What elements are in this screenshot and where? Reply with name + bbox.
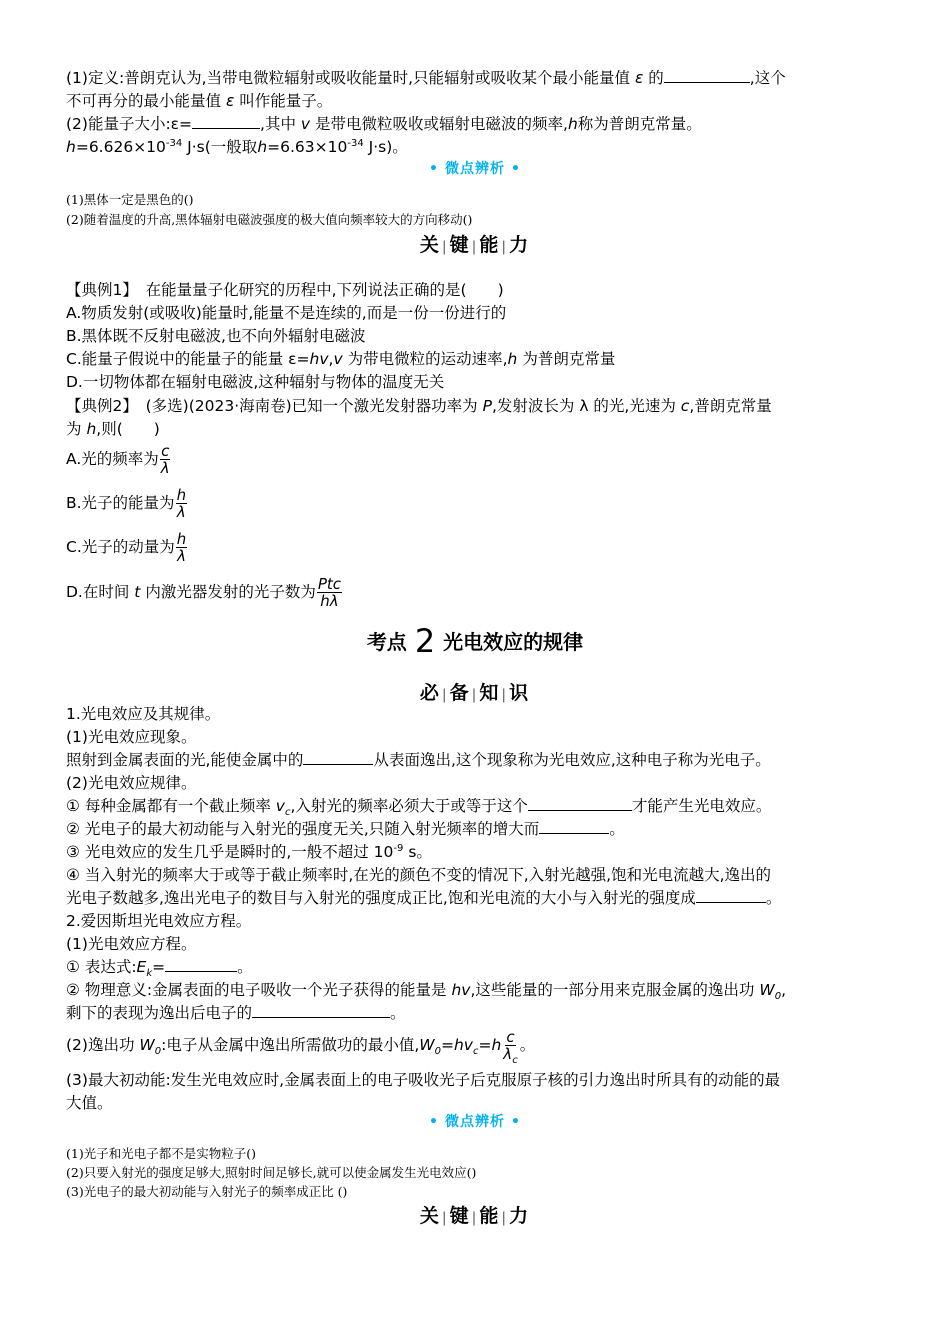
knowledge-line: 大值。 — [66, 1094, 113, 1112]
example-2-stem-2: 为 h,则( ) — [66, 420, 160, 438]
knowledge-line: ② 物理意义:金属表面的电子吸收一个光子获得的能量是 hv,这些能量的一部分用来克服金属的逸出功 $W_0$, — [66, 981, 786, 1003]
answer-blank[interactable] — [664, 68, 750, 83]
knowledge-line: 剩下的表现为逸出后电子的 。 — [66, 1004, 406, 1022]
micro-question: (3)光电子的最大初动能与入射光子的频率成正比 () — [66, 1184, 348, 1199]
knowledge-line: 1.光电效应及其规律。 — [66, 705, 221, 723]
energy-quantum-line: (2)能量子大小:ε= ,其中 v 是带电微粒吸收或辐射电磁波的频率,h称为普朗克常量。 — [66, 115, 702, 133]
answer-blank[interactable] — [696, 888, 766, 903]
example-2-stem: 【典例2】 (多选)(2023·海南卷)已知一个激光发射器功率为 P,发射波长为 λ 的光,光速为 c,普朗克常量 — [66, 397, 772, 415]
micro-question: (1)黑体一定是黑色的() — [66, 192, 194, 207]
section-heading-key-ability: 关|键|能|力 — [419, 234, 531, 256]
knowledge-line: 照射到金属表面的光,能使金属中的 从表面逸出,这个现象称为光电效应,这种电子称为光电子。 — [66, 751, 771, 769]
answer-blank[interactable] — [303, 750, 373, 765]
planck-constant-line: $h=6.626\times 10^{-34}$ J·s(一般取$h=6.63\times 10^{-34}$ J·s)。 — [66, 137, 408, 156]
fraction: $\frac{\text{Ptc}}{h\lambda}$ — [317, 575, 342, 610]
answer-blank[interactable] — [539, 819, 609, 834]
micro-question: (2)只要入射光的强度足够大,照射时间足够长,就可以使金属发生光电效应() — [66, 1165, 477, 1180]
knowledge-line: (1)光电效应现象。 — [66, 728, 197, 746]
definition-line-2: 不可再分的最小能量值 ε 叫作能量子。 — [66, 92, 333, 110]
knowledge-line: ④ 当入射光的频率大于或等于截止频率时,在光的颜色不变的情况下,入射光越强,饱和光电流越大,逸出的 — [66, 866, 772, 884]
option-d[interactable]: D.一切物体都在辐射电磁波,这种辐射与物体的温度无关 — [66, 373, 445, 391]
micro-analysis-heading: • 微点辨析 • — [429, 161, 521, 177]
answer-blank[interactable] — [528, 796, 632, 811]
micro-analysis-heading: • 微点辨析 • — [429, 1114, 521, 1130]
knowledge-line: (2)逸出功 $W_0$:电子从金属中逸出所需做功的最小值$,W_0=hv_c=h$ $\frac{c}{\lambda_c}$ 。 — [66, 1028, 536, 1066]
micro-question: (1)光子和光电子都不是实物粒子() — [66, 1146, 256, 1161]
option-a[interactable]: A.光的频率为 $\frac{c}{\lambda}$ — [66, 442, 170, 477]
epsilon-symbol: ε — [630, 69, 649, 87]
example-1-stem: 【典例1】 在能量量子化研究的历程中,下列说法正确的是( ) — [66, 281, 504, 299]
fraction: $\frac{c}{\lambda}$ — [160, 442, 170, 477]
knowledge-line: (1)光电效应方程。 — [66, 935, 197, 953]
knowledge-line: ① 每种金属都有一个截止频率 $v_c$,入射光的频率必须大于或等于这个 才能产生光电效应。 — [66, 797, 772, 819]
option-d[interactable]: D.在时间 t 内激光器发射的光子数为 $\frac{\text{Ptc}}{h\lambda}$ — [66, 575, 342, 610]
fraction: $\frac{c}{\lambda_c}$ — [503, 1028, 518, 1066]
answer-blank[interactable] — [192, 114, 260, 129]
answer-blank[interactable] — [165, 957, 237, 972]
fraction: $\frac{h}{\lambda}$ — [176, 530, 187, 565]
section-heading-key-ability: 关|键|能|力 — [419, 1205, 531, 1227]
knowledge-line: 2.爱因斯坦光电效应方程。 — [66, 912, 252, 930]
answer-blank[interactable] — [252, 1003, 390, 1018]
section-heading-essential-knowledge: 必|备|知|识 — [419, 682, 531, 704]
definition-line: (1)定义:普朗克认为,当带电微粒辐射或吸收能量时,只能辐射或吸收某个最小能量值 ε 的 ,这个 — [66, 69, 786, 87]
micro-question: (2)随着温度的升高,黑体辐射电磁波强度的极大值向频率较大的方向移动() — [66, 212, 473, 227]
fraction: $\frac{h}{\lambda}$ — [176, 486, 187, 521]
knowledge-line: ③ 光电效应的发生几乎是瞬时的,一般不超过 $10^{-9}$ s。 — [66, 842, 432, 861]
knowledge-line: (3)最大初动能:发生光电效应时,金属表面上的电子吸收光子后克服原子核的引力逸出时所具有的动能的最 — [66, 1071, 781, 1089]
knowledge-line: ① 表达式$:E_k=$ 。 — [66, 958, 253, 980]
option-c[interactable]: C.能量子假说中的能量子的能量 ε=hv,v 为带电微粒的运动速率,h 为普朗克常量 — [66, 350, 616, 368]
topic-heading: 考点 2 光电效应的规律 — [366, 622, 584, 660]
knowledge-line: ② 光电子的最大初动能与入射光的强度无关,只随入射光频率的增大而 。 — [66, 820, 625, 838]
option-c[interactable]: C.光子的动量为 $\frac{h}{\lambda}$ — [66, 530, 187, 565]
option-b[interactable]: B.黑体既不反射电磁波,也不向外辐射电磁波 — [66, 327, 366, 345]
knowledge-line: 光电子数越多,逸出光电子的数目与入射光的强度成正比,饱和光电流的大小与入射光的强度成 。 — [66, 889, 782, 907]
option-a[interactable]: A.物质发射(或吸收)能量时,能量不是连续的,而是一份一份进行的 — [66, 304, 507, 322]
knowledge-line: (2)光电效应规律。 — [66, 774, 197, 792]
option-b[interactable]: B.光子的能量为 $\frac{h}{\lambda}$ — [66, 486, 187, 521]
